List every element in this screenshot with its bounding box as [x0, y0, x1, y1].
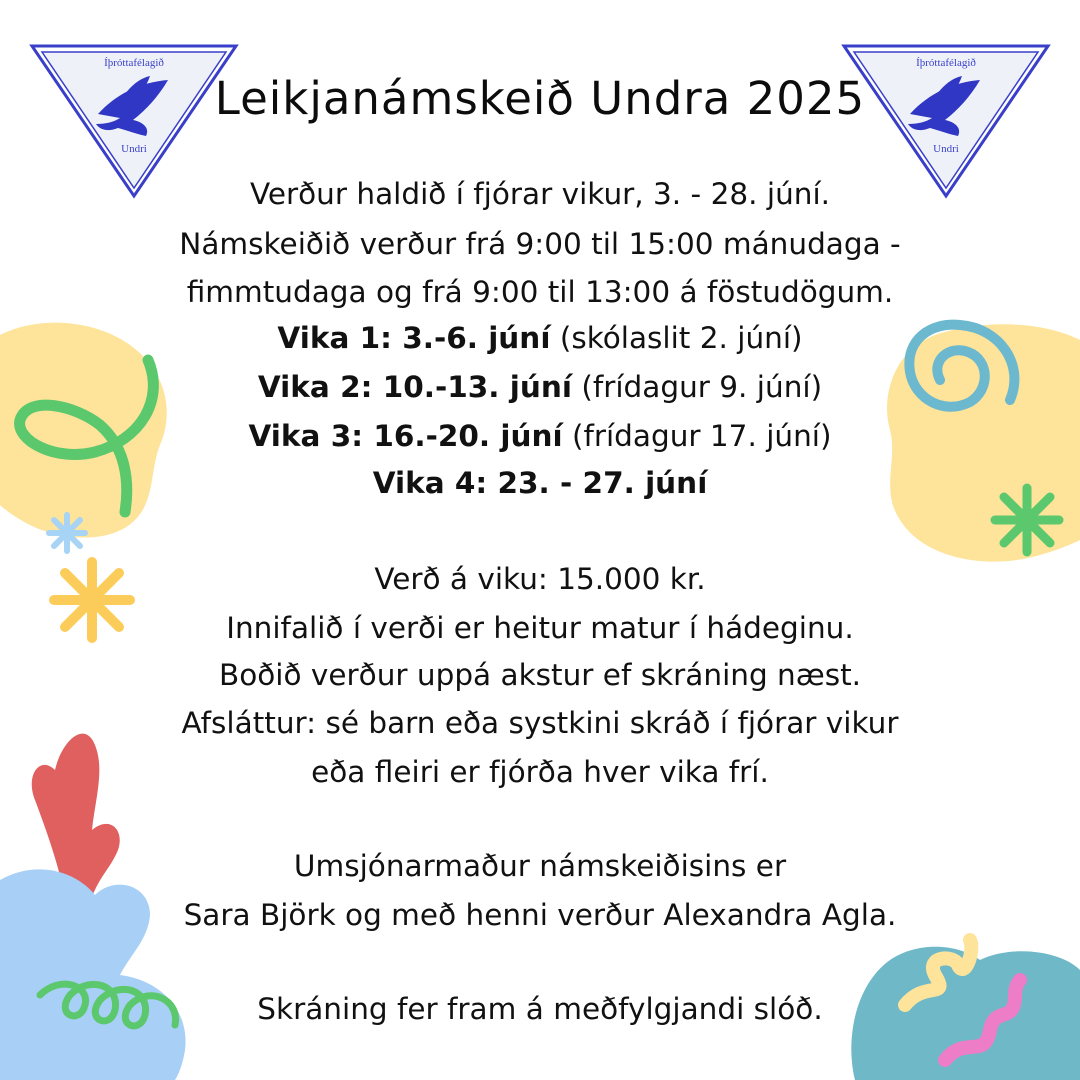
- registration-line: Skráning fer fram á meðfylgjandi slóð.: [257, 992, 823, 1026]
- week-1: [0, 320, 1080, 356]
- blue-asterisk: [49, 515, 85, 551]
- week-4: [0, 465, 1080, 501]
- week-note: (frídagur 17. júní): [562, 419, 832, 453]
- discount-line-2: eða fleiri er fjórða hver vika frí.: [311, 755, 769, 789]
- staff-line-1: Umsjónarmaður námskeiðisins er: [293, 849, 787, 883]
- transport-line: Boðið verður uppá akstur ef skráning næst.: [218, 658, 862, 692]
- week-3: [0, 418, 1080, 454]
- week-note: (skólaslit 2. júní): [550, 321, 803, 355]
- logo-club-short: Undri: [121, 143, 147, 155]
- lunch-line: Innifalið í verði er heitur matur í hádeginu.: [226, 611, 854, 645]
- intro-line-3: fimmtudaga og frá 9:00 til 13:00 á föstudögum.: [186, 275, 894, 309]
- logo-club-name: Íþróttafélagið: [916, 57, 976, 69]
- week-label: Vika 4: 23. - 27. júní: [372, 466, 708, 500]
- week-label: Vika 1: 3.-6. júní: [277, 321, 551, 355]
- intro-line-1: Verður haldið í fjórar vikur, 3. - 28. júní.: [249, 177, 831, 211]
- staff-line-2: Sara Björk og með henni verður Alexandra Agla.: [183, 898, 897, 932]
- week-label: Vika 2: 10.-13. júní: [257, 370, 572, 404]
- logo-club-name: Íþróttafélagið: [104, 57, 164, 69]
- week-note: (frídagur 9. júní): [571, 370, 823, 404]
- price-line: Verð á viku: 15.000 kr.: [374, 562, 706, 596]
- logo-club-short: Undri: [933, 143, 959, 155]
- discount-line-1: Afsláttur: sé barn eða systkini skráð í fjórar vikur: [181, 706, 899, 740]
- week-label: Vika 3: 16.-20. júní: [248, 419, 563, 453]
- week-2: [0, 369, 1080, 405]
- page-title: Leikjanámskeið Undra 2025: [214, 72, 866, 125]
- intro-line-2: Námskeiðið verður frá 9:00 til 15:00 mánudaga -: [179, 227, 901, 261]
